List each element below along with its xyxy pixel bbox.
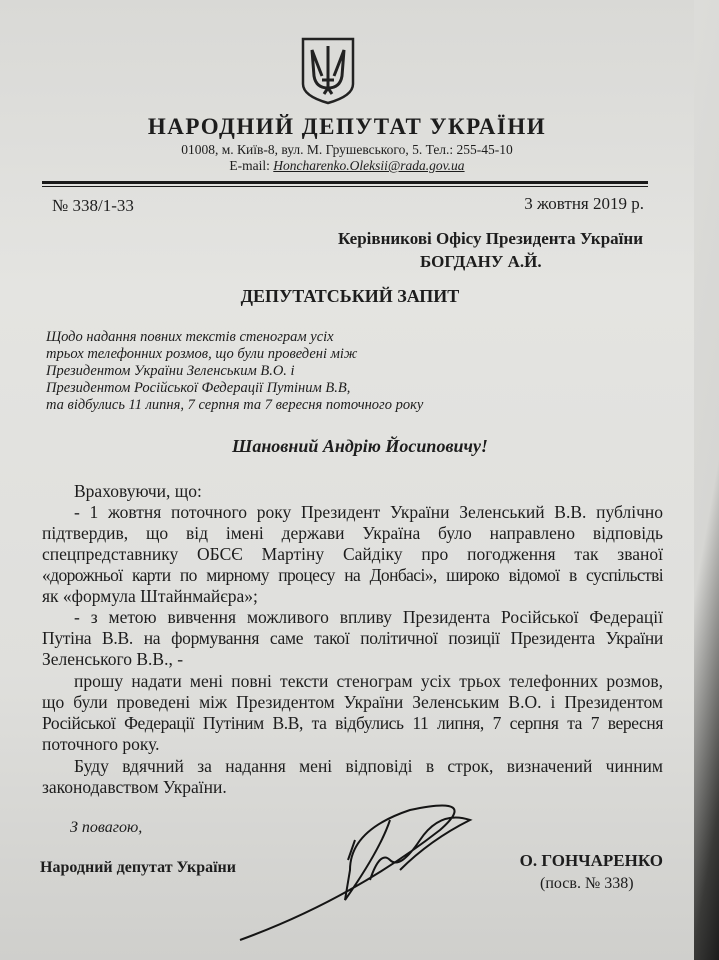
body-line: Враховуючи, що: bbox=[74, 481, 202, 501]
letterhead-address: 01008, м. Київ-8, вул. М. Грушевського, 5. Тел.: 255-45-10 bbox=[181, 142, 513, 157]
header-rule bbox=[42, 181, 648, 184]
letter-date: 3 жовтня 2019 р. bbox=[524, 194, 644, 213]
body-line: Путіна В.В. на формування саме такої політичної позиції Президента України bbox=[42, 628, 663, 648]
letterhead-title: НАРОДНИЙ ДЕПУТАТ УКРАЇНИ bbox=[147, 114, 547, 139]
signer-id: (посв. № 338) bbox=[540, 875, 634, 892]
subject-line: Президентом України Зеленським В.О. і bbox=[46, 363, 295, 379]
handwritten-signature bbox=[230, 790, 530, 950]
subject-line: трьох телефонних розмов, що були проведені між bbox=[46, 346, 358, 362]
body-line: спецпредставнику ОБСЄ Мартіну Сайдіку про погодження так званої bbox=[42, 544, 663, 564]
body-line: що були проведені між Президентом України Зеленським В.О. і Президентом bbox=[42, 692, 663, 712]
body-line: прошу надати мені повні тексти стенограм усіх трьох телефонних розмов, bbox=[74, 671, 663, 691]
greeting: Шановний Андрію Йосиповичу! bbox=[232, 436, 488, 456]
body-line: Зеленського В.В., - bbox=[42, 649, 184, 669]
letterhead-email-row bbox=[0, 158, 694, 174]
body-line: поточного року. bbox=[42, 734, 160, 754]
subject-line: Президентом Російської Федерації Путіним В.В, bbox=[46, 380, 351, 396]
email-label: E-mail: bbox=[229, 158, 274, 173]
body-line: підтвердив, що від імені держави Україна було направлено відповідь bbox=[42, 523, 663, 543]
signer-name: О. ГОНЧАРЕНКО bbox=[519, 851, 663, 870]
closing: З повагою, bbox=[70, 819, 143, 836]
subject-line: та відбулись 11 липня, 7 серпня та 7 вересня поточного року bbox=[46, 397, 424, 413]
body-line: як «формула Штайнмайєра»; bbox=[42, 586, 258, 606]
email-link[interactable]: Honcharenko.Oleksii@rada.gov.ua bbox=[273, 158, 465, 173]
trident-emblem-icon bbox=[300, 36, 356, 106]
recipient-name: БОГДАНУ А.Й. bbox=[420, 252, 542, 271]
body-line: законодавством України. bbox=[42, 777, 227, 797]
body-line: «дорожньої карти по мирному процесу на Донбасі», широко відомої в суспільстві bbox=[42, 565, 663, 585]
header-rule-thin bbox=[42, 186, 648, 187]
recipient-position: Керівникові Офісу Президента України bbox=[338, 229, 643, 248]
body-line: - 1 жовтня поточного року Президент України Зеленський В.В. публічно bbox=[74, 502, 663, 522]
body-line: - з метою вивчення можливого впливу Президента Російської Федерації bbox=[74, 607, 663, 627]
body-line: Буду вдячний за надання мені відповіді в строк, визначений чинним bbox=[74, 756, 663, 776]
reference-number: № 338/1-33 bbox=[52, 196, 134, 215]
subject-line: Щодо надання повних текстів стенограм усіх bbox=[46, 329, 334, 345]
body-line: Російської Федерації Путіним В.В, та відбулись 11 липня, 7 серпня та 7 вересня bbox=[42, 713, 663, 733]
signer-title: Народний депутат України bbox=[40, 859, 236, 876]
document-title: ДЕПУТАТСЬКИЙ ЗАПИТ bbox=[240, 286, 460, 306]
